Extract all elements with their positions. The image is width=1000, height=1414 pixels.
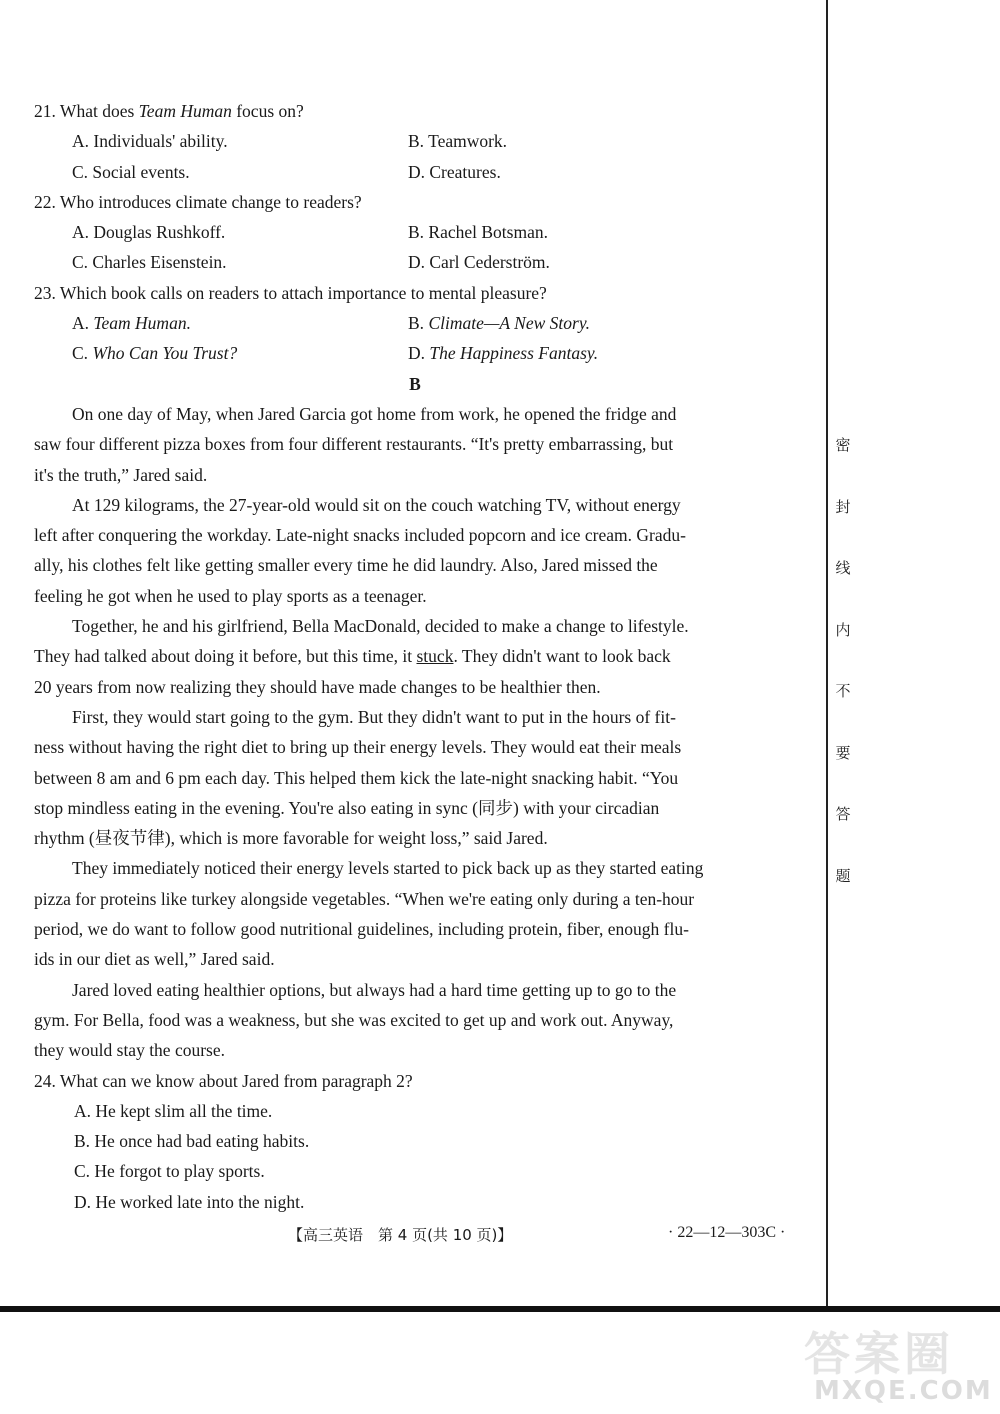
option-21-b[interactable]: B. Teamwork. — [408, 131, 508, 152]
passage-line: They immediately noticed their energy levels started to pick back up as they started eating — [72, 858, 704, 879]
question-22-stem: 22. Who introduces climate change to readers? — [34, 191, 362, 212]
question-21-stem: 21. What does Team Human focus on? — [34, 101, 304, 121]
seal-char: 要 — [835, 743, 851, 762]
footer-page-info: 【高三英语 第 4 页(共 10 页)】 — [288, 1226, 513, 1244]
passage-paragraph-5 — [34, 853, 796, 974]
option-21-a[interactable]: A. Individuals' ability. — [72, 131, 228, 152]
question-21-options-row-1 — [34, 126, 796, 156]
underlined-word-stuck: stuck — [416, 646, 454, 667]
option-23-a[interactable]: A. Team Human. — [72, 313, 191, 334]
option-23-d[interactable]: D. The Happiness Fantasy. — [408, 343, 599, 364]
question-21-options-row-2 — [34, 157, 796, 187]
passage-line: saw four different pizza boxes from four different restaurants. “It's pretty embarrassing, but — [34, 434, 674, 455]
seal-char: 封 — [835, 497, 851, 516]
passage-paragraph-2 — [34, 490, 796, 611]
passage-line: feeling he got when he used to play sports as a teenager. — [34, 585, 427, 606]
passage-line: ness without having the right diet to bring up their energy levels. They would eat their meals — [34, 737, 682, 758]
passage-line: stop mindless eating in the evening. You're also eating in sync (同步) with your circadian — [34, 797, 660, 818]
seal-char: 题 — [835, 866, 851, 885]
passage-line: between 8 am and 6 pm each day. This helped them kick the late-night snacking habit. “You — [34, 767, 679, 788]
passage-paragraph-4 — [34, 702, 796, 853]
option-22-c[interactable]: C. Charles Eisenstein. — [72, 252, 227, 273]
watermark-logo-text: 答案圈 — [804, 1327, 954, 1381]
passage-paragraph-6 — [34, 975, 796, 1066]
option-23-b[interactable]: B. Climate—A New Story. — [408, 313, 590, 334]
passage-line: ally, his clothes felt like getting smaller every time he did laundry. Also, Jared missed the — [34, 555, 658, 576]
passage-line: it's the truth,” Jared said. — [34, 464, 208, 485]
seal-char: 线 — [835, 559, 851, 577]
question-23-options-row-2 — [34, 338, 796, 368]
watermark-url-text: MXQE.COM — [814, 1376, 993, 1406]
seal-line-notice — [832, 434, 854, 926]
option-24-d[interactable]: D. He worked late into the night. — [74, 1191, 305, 1212]
passage-line: gym. For Bella, food was a weakness, but she was excited to get up and work out. Anyway, — [34, 1009, 674, 1030]
watermark — [792, 1318, 992, 1408]
passage-line: they would stay the course. — [34, 1040, 225, 1061]
footer-exam-code: · 22—12—303C · — [668, 1224, 786, 1241]
passage-line: At 129 kilograms, the 27-year-old would sit on the couch watching TV, without energy — [72, 494, 681, 515]
question-23-options-row-1 — [34, 308, 796, 338]
passage-line: pizza for proteins like turkey alongside vegetables. “When we're eating only during a ten-hour — [34, 888, 695, 909]
passage-line: period, we do want to follow good nutritional guidelines, including protein, fiber, enough flu- — [34, 919, 689, 940]
passage-line-stuck: They had talked about doing it before, but this time, it stuck. They didn't want to look back — [34, 646, 671, 667]
page-content — [34, 96, 796, 1217]
option-23-c[interactable]: C. Who Can You Trust? — [72, 343, 238, 364]
option-22-b[interactable]: B. Rachel Botsman. — [408, 222, 548, 243]
seal-char: 不 — [835, 682, 851, 700]
seal-char: 答 — [835, 805, 851, 823]
question-24-stem: 24. What can we know about Jared from paragraph 2? — [34, 1070, 413, 1091]
section-heading-b: B — [409, 373, 421, 394]
page-bottom-edge — [0, 1306, 1000, 1312]
seal-char: 内 — [835, 620, 851, 639]
passage-line: rhythm (昼夜节律), which is more favorable for weight loss,” said Jared. — [34, 828, 548, 849]
option-24-a[interactable]: A. He kept slim all the time. — [74, 1100, 273, 1121]
option-21-c[interactable]: C. Social events. — [72, 161, 190, 182]
question-22-options-row-2 — [34, 247, 796, 277]
passage-line: On one day of May, when Jared Garcia got home from work, he opened the fridge and — [72, 403, 677, 424]
passage-line: First, they would start going to the gym. But they didn't want to put in the hours of fit- — [72, 706, 676, 727]
passage-line: Jared loved eating healthier options, but always had a hard time getting up to go to the — [72, 979, 677, 1000]
question-23-stem: 23. Which book calls on readers to attach importance to mental pleasure? — [34, 282, 547, 303]
option-24-c[interactable]: C. He forgot to play sports. — [74, 1161, 265, 1182]
passage-paragraph-1 — [34, 399, 796, 490]
passage-line: left after conquering the workday. Late-night snacks included popcorn and ice cream. Gradu- — [34, 525, 686, 546]
option-21-d[interactable]: D. Creatures. — [408, 161, 501, 182]
option-24-b[interactable]: B. He once had bad eating habits. — [74, 1131, 310, 1152]
question-22-options-row-1 — [34, 217, 796, 247]
passage-line: Together, he and his girlfriend, Bella MacDonald, decided to make a change to lifestyle. — [72, 616, 689, 637]
passage-line: ids in our diet as well,” Jared said. — [34, 949, 275, 970]
option-22-d[interactable]: D. Carl Cederström. — [408, 252, 550, 273]
passage-line: 20 years from now realizing they should have made changes to be healthier then. — [34, 676, 601, 697]
binding-line — [826, 0, 828, 1308]
seal-char: 密 — [835, 436, 851, 454]
option-22-a[interactable]: A. Douglas Rushkoff. — [72, 222, 226, 243]
passage-paragraph-3 — [34, 611, 796, 702]
